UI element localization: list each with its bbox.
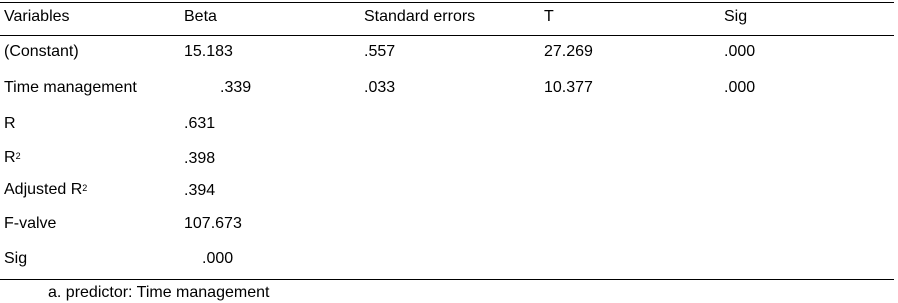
row-time-management-t: 10.377 — [544, 79, 593, 96]
table-top-rule — [0, 2, 894, 3]
header-t: T — [544, 8, 554, 25]
table-bottom-rule — [0, 279, 894, 280]
table-footnote: a. predictor: Time management — [48, 284, 270, 301]
row-constant-variable: (Constant) — [4, 43, 79, 60]
stat-r-squared-label: $R^2$ — [4, 149, 21, 166]
row-constant-t: 27.269 — [544, 43, 593, 60]
header-standard-errors: Standard errors — [364, 8, 476, 25]
stat-sig-label: Sig — [4, 250, 28, 267]
row-constant-beta: 15.183 — [184, 43, 233, 60]
stat-r-value: .631 — [184, 115, 216, 132]
header-bottom-rule — [0, 35, 894, 36]
row-time-management-beta: .339 — [220, 79, 252, 96]
header-sig: Sig — [724, 8, 748, 25]
stat-r-label: R — [4, 115, 16, 132]
stat-r-squared-value: .398 — [184, 150, 216, 167]
row-time-management-standard-error: .033 — [364, 79, 396, 96]
stat-sig-value: .000 — [202, 250, 234, 267]
stat-adjusted-r-squared-value: .394 — [184, 182, 216, 199]
row-time-management-sig: .000 — [724, 79, 756, 96]
header-variables: Variables — [4, 8, 70, 25]
row-time-management-variable: Time management — [4, 79, 137, 96]
row-constant-standard-error: .557 — [364, 43, 396, 60]
stat-f-value-label: F-valve — [4, 215, 57, 232]
header-beta: Beta — [184, 8, 217, 25]
stat-f-value-value: 107.673 — [184, 215, 242, 232]
row-constant-sig: .000 — [724, 43, 756, 60]
stat-adjusted-r-squared-label: Adjusted $R^2$ — [4, 181, 88, 198]
